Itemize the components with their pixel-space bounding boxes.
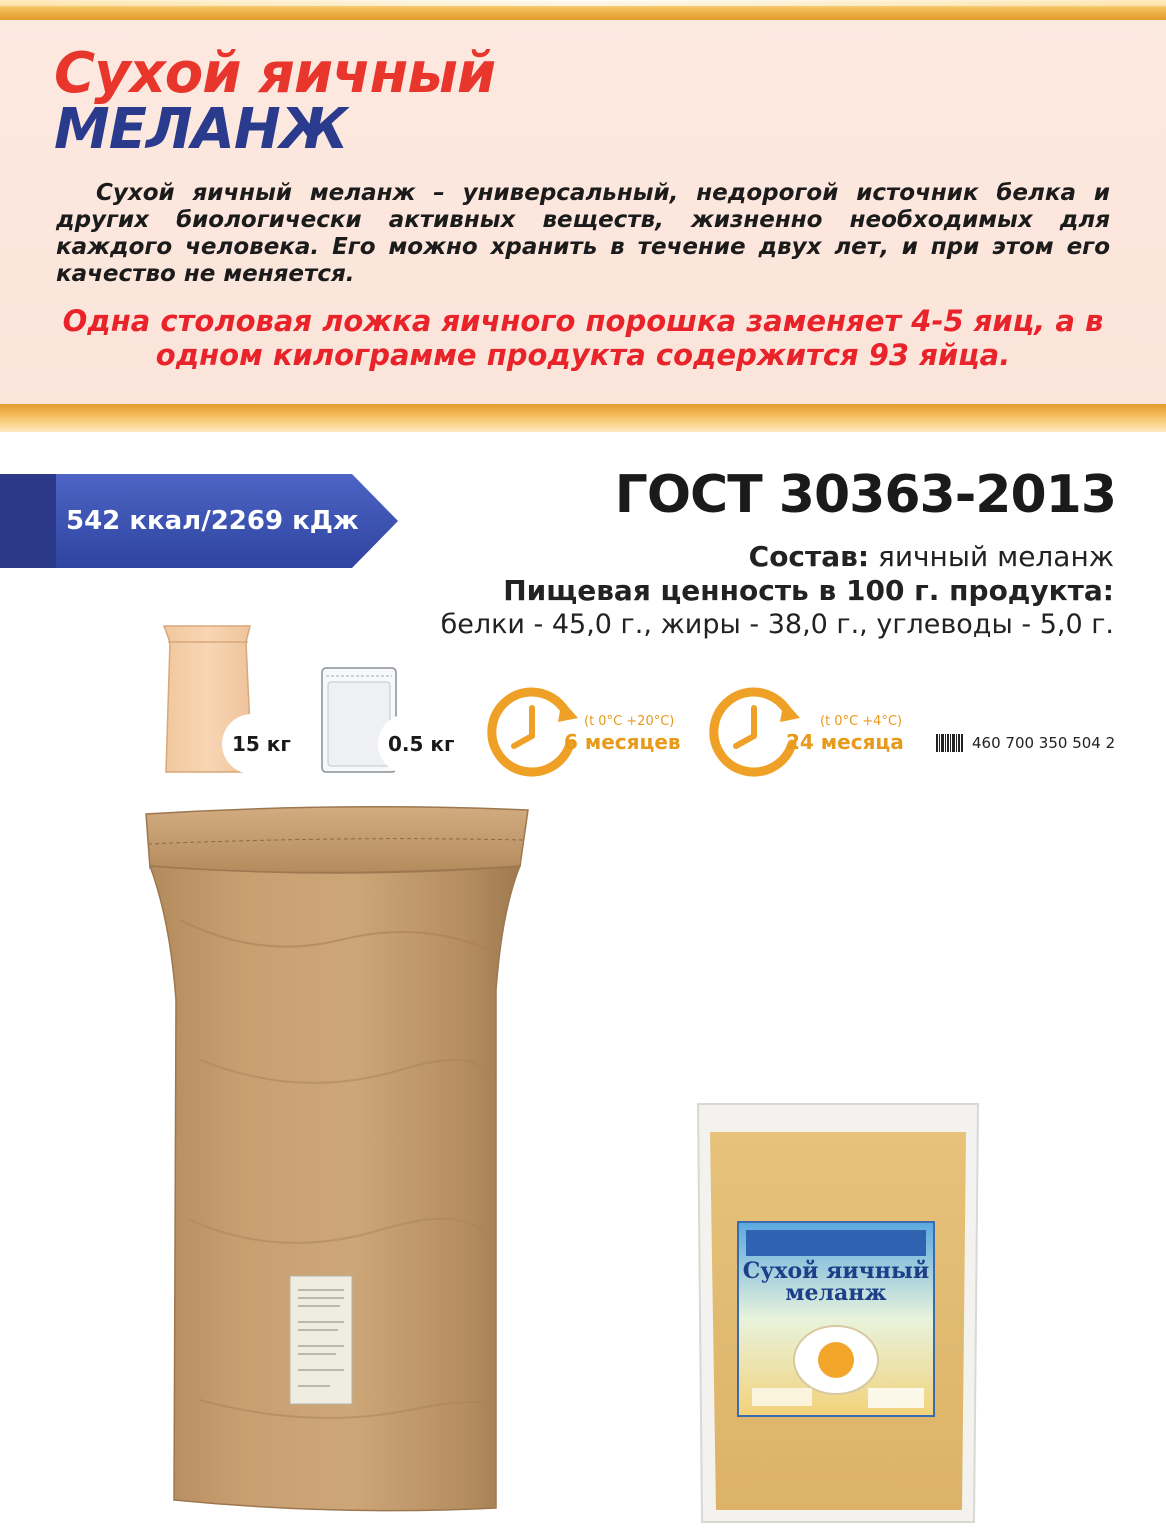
barcode-number: 460 700 350 504 2 (972, 734, 1116, 752)
bottom-gold-stripe (0, 404, 1166, 432)
top-gold-stripe (0, 0, 1166, 20)
bag-weight: 15 кг (222, 714, 301, 774)
nutrition-values: белки - 45,0 г., жиры - 38,0 г., углеводы - 5,0 г. (440, 609, 1114, 640)
gost-standard: ГОСТ 30363-2013 (614, 465, 1116, 525)
composition-value: яичный меланж (877, 540, 1114, 573)
highlight-fact: Одна столовая ложка яичного порошка заменяет 4-5 яиц, а в одном килограмме продукта содержится 93 яйца. (62, 304, 1104, 372)
storage-duration-1: 6 месяцев (564, 730, 681, 754)
kraft-bag-image (140, 800, 536, 1520)
product-description: Сухой яичный меланж – универсальный, недорогой источник белка и других биологически активных веществ, жизненно необходимых для каждого человека. Его можно хранить в течение двух лет, и при этом его качество не меняется. (56, 180, 1110, 287)
storage-duration-2: 24 месяца (786, 730, 904, 754)
storage-temp-1: (t 0°C +20°C) (584, 714, 675, 729)
title-line2: МЕЛАНЖ (54, 97, 348, 162)
composition-label: Состав: (748, 540, 870, 573)
pouch-label-line2: меланж (785, 1280, 887, 1306)
composition (749, 540, 1114, 574)
storage-temp-2: (t 0°C +4°C) (820, 714, 903, 729)
energy-value: 542 ккал/2269 кДж (66, 506, 359, 536)
product-pouch-image (692, 1098, 984, 1528)
nutrition-heading: Пищевая ценность в 100 г. продукта: (503, 574, 1114, 607)
energy-badge (0, 474, 398, 568)
barcode-icon (936, 734, 964, 752)
title-line1: Сухой яичный (54, 41, 496, 106)
pouch-label-line1: Сухой яичный (742, 1258, 930, 1284)
pouch-weight: 0.5 кг (378, 714, 464, 774)
